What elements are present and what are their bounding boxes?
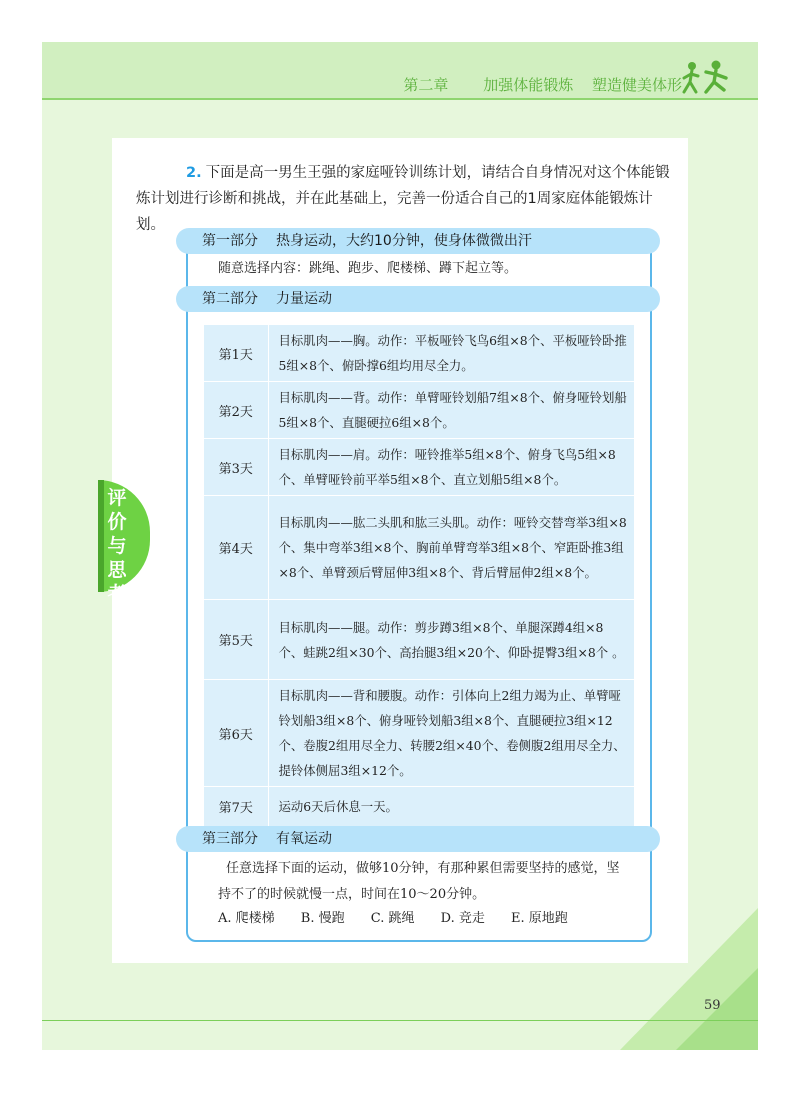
desc-cell: 目标肌肉——背。动作：单臂哑铃划船7组×8个、俯身哑铃划船5组×8个、直腿硬拉6组×8个。 [268,382,634,439]
day-cell: 第3天 [204,439,268,496]
table-row [204,325,634,382]
side-tab-char: 与 [107,535,127,557]
part3-header [176,826,660,852]
table-row [204,787,634,827]
desc-cell: 运动6天后休息一天。 [268,787,634,827]
day-cell: 第7天 [204,787,268,827]
option-c: C. 跳绳 [370,911,415,926]
day-cell: 第2天 [204,382,268,439]
day-cell: 第5天 [204,600,268,680]
option-b: B. 慢跑 [300,911,345,926]
side-tab-char: 评 [107,487,127,509]
part3-line2: 持不了的时候就慢一点，时间在10～20分钟。 [218,887,486,902]
runner-icon [680,58,736,98]
question-text: 下面是高一男生王强的家庭哑铃训练计划，请结合自身情况对这个体能锻炼计划进行诊断和挑战，并在此基础上，完善一份适合自己的1周家庭体能锻炼计划。 [136,165,670,233]
part2-label: 第二部分 [202,291,258,307]
chapter-header [389,74,682,96]
part2-header [176,286,660,312]
desc-cell: 目标肌肉——肱二头肌和肱三头肌。动作：哑铃交替弯举3组×8个、集中弯举3组×8个、胸前单臂弯举3组×8个、窄距卧推3组×8个、单臂颈后臂屈伸3组×8个、背后臂屈伸2组×8个。 [268,496,634,600]
day-cell: 第1天 [204,325,268,382]
part3-title: 有氧运动 [276,831,332,847]
corner-decoration [620,908,758,1050]
desc-cell: 目标肌肉——胸。动作：平板哑铃飞鸟6组×8个、平板哑铃卧推5组×8个、俯卧撑6组均用尽全力。 [268,325,634,382]
header-divider [42,98,758,100]
training-table [204,325,634,827]
desc-cell: 目标肌肉——肩。动作：哑铃推举5组×8个、俯身飞鸟5组×8个、单臂哑铃前平举5组×8个、直立划船5组×8个。 [268,439,634,496]
question-intro [136,160,676,238]
table-row [204,439,634,496]
part2-title: 力量运动 [276,291,332,307]
question-number: 2. [186,165,202,181]
chapter-title-1: 加强体能锻炼 [483,76,574,94]
day-cell: 第4天 [204,496,268,600]
side-tab-char: 思 [107,559,127,581]
option-a: A. 爬楼梯 [218,911,275,926]
option-d: D. 竞走 [440,911,485,926]
footer-divider [42,1020,758,1021]
part1-label: 第一部分 [202,233,258,249]
aerobic-options [218,908,590,930]
side-tab-label [104,486,130,606]
page-number: 59 [704,998,721,1013]
part1-text: 随意选择内容：跳绳、跑步、爬楼梯、蹲下起立等。 [218,261,518,276]
part1-header [176,228,660,254]
day-cell: 第6天 [204,680,268,787]
table-row [204,600,634,680]
chapter-label: 第二章 [403,76,449,94]
chapter-title-2: 塑造健美体形 [591,76,682,94]
side-tab-char: 价 [107,511,127,533]
part3-label: 第三部分 [202,831,258,847]
part3-line1: 任意选择下面的运动，做够10分钟，有那种累但需要坚持的感觉，坚 [226,861,620,876]
table-row [204,382,634,439]
table-row [204,496,634,600]
side-tab-char: 考 [107,583,127,605]
desc-cell: 目标肌肉——背和腰腹。动作：引体向上2组力竭为止、单臂哑铃划船3组×8个、俯身哑铃划船3组×8个、直腿硬拉3组×12个、卷腹2组用尽全力、转腰2组×40个、卷侧腹2组用尽全力、提铃体侧屈3组×12个。 [268,680,634,787]
desc-cell: 目标肌肉——腿。动作：剪步蹲3组×8个、单腿深蹲4组×8个、蛙跳2组×30个、高抬腿3组×20个、仰卧提臀3组×8个 。 [268,600,634,680]
part3-text [218,856,640,908]
table-row [204,680,634,787]
part1-title: 热身运动，大约10分钟，使身体微微出汗 [276,233,532,249]
option-e: E. 原地跑 [511,911,568,926]
